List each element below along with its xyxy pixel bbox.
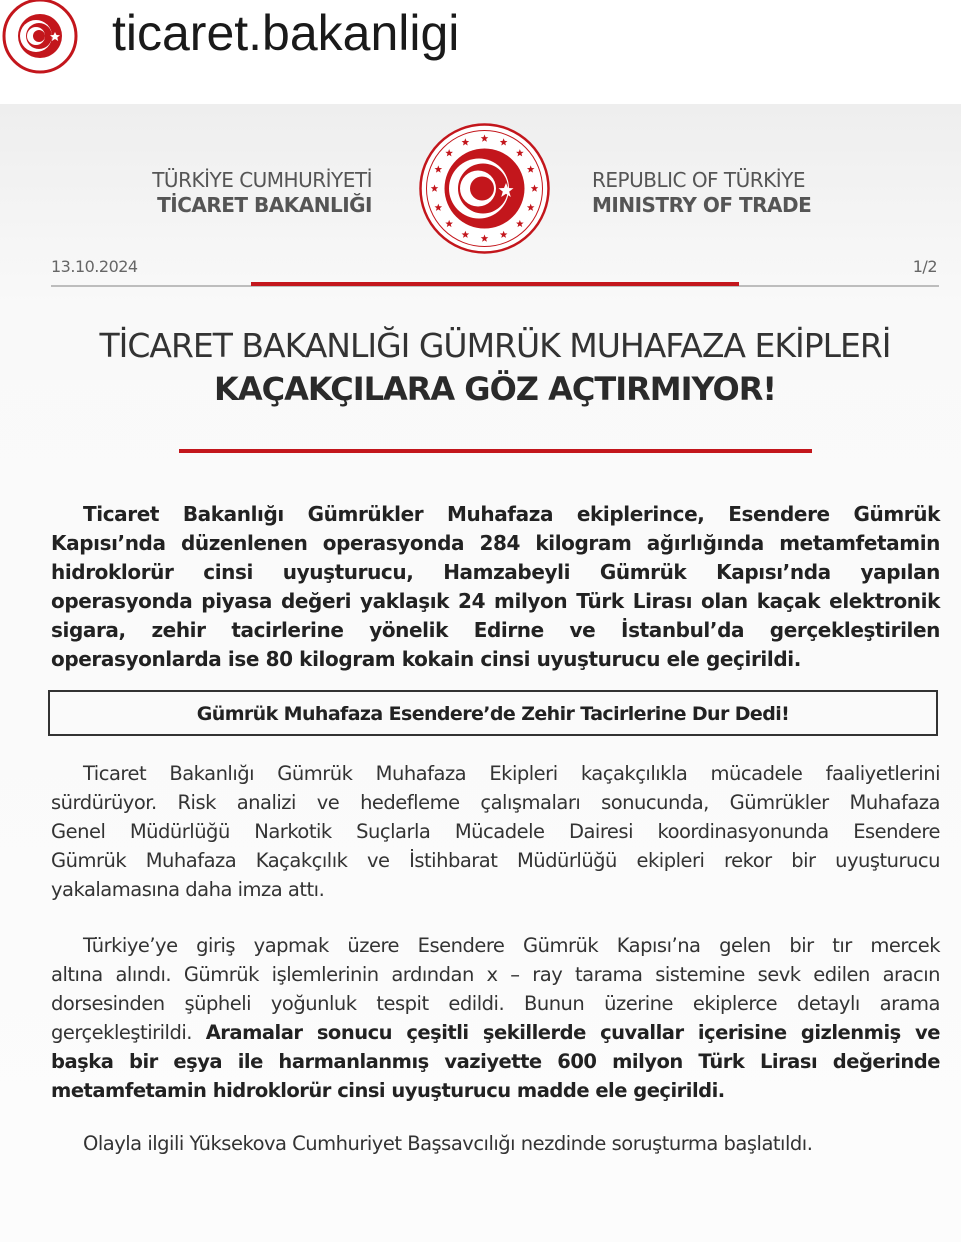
intro-line: hidroklorür cinsi uyuşturucu, Hamzabeyli Gümrük Kapısı’nda yapılan — [51, 560, 940, 584]
intro-paragraph — [51, 500, 940, 674]
header-divider-accent — [251, 282, 739, 286]
org-en-line1: REPUBLIC OF TÜRKİYE — [592, 168, 806, 192]
body-text-plain: gerçekleştirildi. — [51, 1021, 192, 1044]
body-paragraph-4: Olayla ilgili Yüksekova Cumhuriyet Başsavcılığı nezdinde soruşturma başlatıldı. — [83, 1132, 813, 1155]
body-line: Ticaret Bakanlığı Gümrük Muhafaza Ekipleri kaçakçılıkla mücadele faaliyetlerini — [83, 762, 940, 785]
body-line: yakalamasına daha imza attı. — [51, 878, 325, 901]
body-text-bold: Aramalar sonucu çeşitli şekillerde çuvallar içerisine gizlenmiş ve — [205, 1021, 940, 1044]
post-header — [0, 0, 961, 104]
org-name-turkish — [134, 168, 372, 218]
intro-line: operasyonlarda ise 80 kilogram kokain cinsi uyuşturucu ele geçirildi. — [51, 647, 801, 671]
subheading-box — [48, 690, 938, 736]
title-line-1: TİCARET BAKANLIĞI GÜMRÜK MUHAFAZA EKİPLERİ — [99, 326, 891, 365]
body-line: altına alındı. Gümrük işlemlerinin ardından x – ray tarama sistemine sevk edilen aracın — [51, 963, 940, 986]
intro-line: Kapısı’nda düzenlenen operasyonda 284 kilogram ağırlığında metamfetamin — [51, 531, 940, 555]
intro-line: sigara, zehir tacirlerine yönelik Edirne ve İstanbul’da gerçekleştirilen — [51, 618, 940, 642]
body-paragraph-2 — [51, 759, 940, 904]
org-en-line2: MINISTRY OF TRADE — [592, 193, 812, 217]
body-line-bold: metamfetamin hidroklorür cinsi uyuşturucu madde ele geçirildi. — [51, 1079, 725, 1102]
title-divider — [179, 449, 812, 453]
account-name[interactable]: ticaret.bakanligi — [112, 5, 460, 61]
org-tr-line2: TİCARET BAKANLIĞI — [157, 193, 372, 217]
subheading: Gümrük Muhafaza Esendere’de Zehir Tacirlerine Dur Dedi! — [196, 703, 790, 725]
title-line-2: KAÇAKÇILARA GÖZ AÇTIRMIYOR! — [214, 370, 776, 408]
document-date: 13.10.2024 — [51, 257, 138, 276]
body-paragraph-3 — [51, 931, 940, 1105]
intro-line: operasyonda piyasa değeri yaklaşık 24 milyon Türk Lirası olan kaçak elektronik — [51, 589, 940, 613]
intro-line: Ticaret Bakanlığı Gümrükler Muhafaza ekiplerince, Esendere Gümrük — [83, 502, 940, 526]
page-number: 1/2 — [912, 257, 937, 276]
body-line-mixed — [51, 1018, 940, 1047]
body-line-bold: başka bir eşya ile harmanlanmış vaziyette 600 milyon Türk Lirası değerinde — [51, 1050, 940, 1073]
body-line: sürdürüyor. Risk analizi ve hedefleme çalışmaları sonucunda, Gümrükler Muhafaza — [51, 791, 940, 814]
body-line: dorsesinden şüpheli yoğunluk tespit edildi. Bunun üzerine ekiplerce detaylı arama — [51, 992, 940, 1015]
ministry-seal-icon — [418, 122, 551, 255]
body-line: Türkiye’ye giriş yapmak üzere Esendere Gümrük Kapısı’na gelen bir tır mercek — [83, 934, 940, 957]
ministry-logo-avatar[interactable] — [0, 0, 80, 80]
body-line: Gümrük Muhafaza Kaçakçılık ve İstihbarat Müdürlüğü ekipleri rekor bir uyuşturucu — [51, 849, 940, 872]
org-tr-line1: TÜRKİYE CUMHURİYETİ — [152, 168, 372, 192]
body-line: Genel Müdürlüğü Narkotik Suçlarla Mücadele Dairesi koordinasyonunda Esendere — [51, 820, 940, 843]
org-name-english — [592, 168, 811, 218]
